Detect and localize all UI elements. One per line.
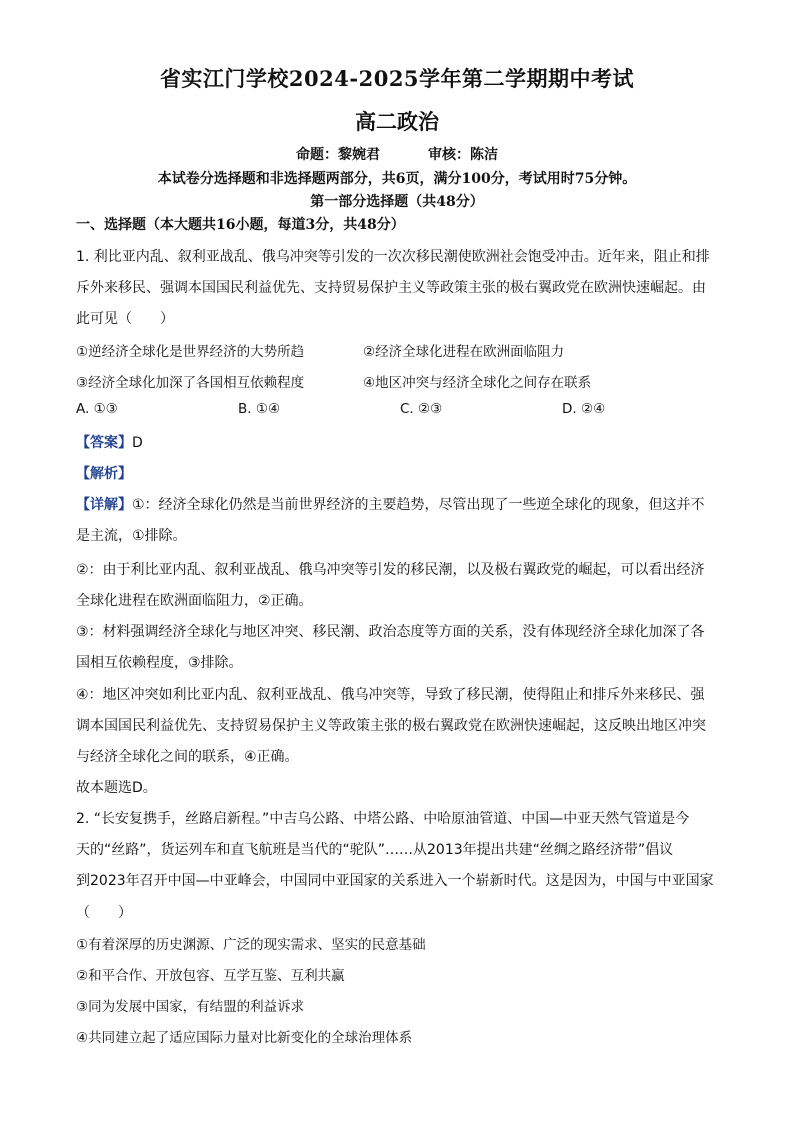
q2-item: ④共同建立起了适应国际力量对比新变化的全球治理体系	[76, 1030, 413, 1046]
q1-item: ①逆经济全球化是世界经济的大势所趋	[76, 344, 305, 360]
q1-detail-line: 调本国国民利益优先、支持贸易保护主义等政策主张的极右翼政党在欧洲快速崛起，这反映出地区冲突	[76, 718, 706, 734]
q1-stem-line: 斥外来移民、强调本国国民利益优先、支持贸易保护主义等政策主张的极右翼政党在欧洲快速崛起。由	[76, 280, 706, 296]
q2-stem-line: 2. “长安复携手，丝路启新程。”中吉乌公路、中塔公路、中哈原油管道、中国—中亚天然气管道是今	[76, 811, 690, 827]
detail-text: ①：经济全球化仍然是当前世界经济的主要趋势，尽管出现了一些逆全球化的现象，但这并不	[132, 497, 705, 513]
q2-item: ①有着深厚的历史渊源、广泛的现实需求、坚实的民意基础	[76, 937, 426, 953]
author-text: 命题：黎婉君	[296, 147, 380, 163]
q1-detail-line: 全球化进程在欧洲面临阻力，②正确。	[76, 593, 313, 609]
answer-label: 【答案】	[76, 435, 132, 451]
answer-value: D	[132, 435, 143, 451]
exam-title: 省实江门学校2024-2025学年第二学期期中考试	[159, 66, 635, 91]
exam-credits	[0, 144, 794, 164]
q1-detail-line	[76, 494, 716, 514]
exam-instructions: 本试卷分选择题和非选择题两部分，共6页，满分100分，考试用时75分钟。	[157, 171, 637, 187]
q2-item: ②和平合作、开放包容、互学互鉴、互利共赢	[76, 968, 345, 984]
section-heading: 一、选择题（本大题共16小题，每道3分，共48分）	[76, 217, 405, 233]
q1-stem-line: 1. 利比亚内乱、叙利亚战乱、俄乌冲突等引发的一次次移民潮使欧洲社会饱受冲击。近年来，阻止和排	[76, 249, 710, 265]
detail-label: 【详解】	[76, 497, 132, 513]
q1-item: ④地区冲突与经济全球化之间存在联系	[363, 375, 592, 391]
exam-subject: 高二政治	[355, 109, 439, 134]
reviewer-text: 审核：陈洁	[428, 147, 498, 163]
q1-detail-line: ②：由于利比亚内乱、叙利亚战乱、俄乌冲突等引发的移民潮，以及极右翼政党的崛起，可以看出经济	[76, 562, 705, 578]
q2-stem-line: 到2023年召开中国—中亚峰会，中国同中亚国家的关系进入一个崭新时代。这是因为，中国与中亚国家	[76, 873, 714, 889]
q1-detail-line: ④：地区冲突如利比亚内乱、叙利亚战乱、俄乌冲突等，导致了移民潮，使得阻止和排斥外来移民、强	[76, 687, 705, 703]
q1-item: ②经济全球化进程在欧洲面临阻力	[363, 344, 565, 360]
q1-detail-line: 与经济全球化之间的联系，④正确。	[76, 749, 299, 765]
q1-detail-line: 故本题选D。	[76, 780, 157, 796]
q1-detail-line: 国相互依赖程度，③排除。	[76, 655, 243, 671]
q1-option-b: B. ①④	[238, 401, 281, 417]
q1-stem-line: 此可见（ ）	[76, 311, 174, 327]
q2-stem-line: 天的“丝路”，货运列车和直飞航班是当代的“驼队”……从2013年提出共建“丝绸之路经济带”倡议	[76, 842, 674, 858]
q1-detail-line: ③：材料强调经济全球化与地区冲突、移民潮、政治态度等方面的关系，没有体现经济全球化加深了各	[76, 624, 705, 640]
q2-stem-line: （ ）	[76, 905, 132, 921]
q1-analysis-label: 【解析】	[76, 466, 132, 482]
q1-option-a: A. ①③	[76, 401, 118, 417]
part-heading: 第一部分选择题（共48分）	[310, 194, 484, 210]
q1-item: ③经济全球化加深了各国相互依赖程度	[76, 375, 305, 391]
q1-option-c: C. ②③	[400, 401, 443, 417]
q1-answer	[76, 432, 143, 452]
q1-option-d: D. ②④	[562, 401, 606, 417]
q1-detail-line: 是主流，①排除。	[76, 528, 187, 544]
q2-item: ③同为发展中国家，有结盟的利益诉求	[76, 999, 305, 1015]
